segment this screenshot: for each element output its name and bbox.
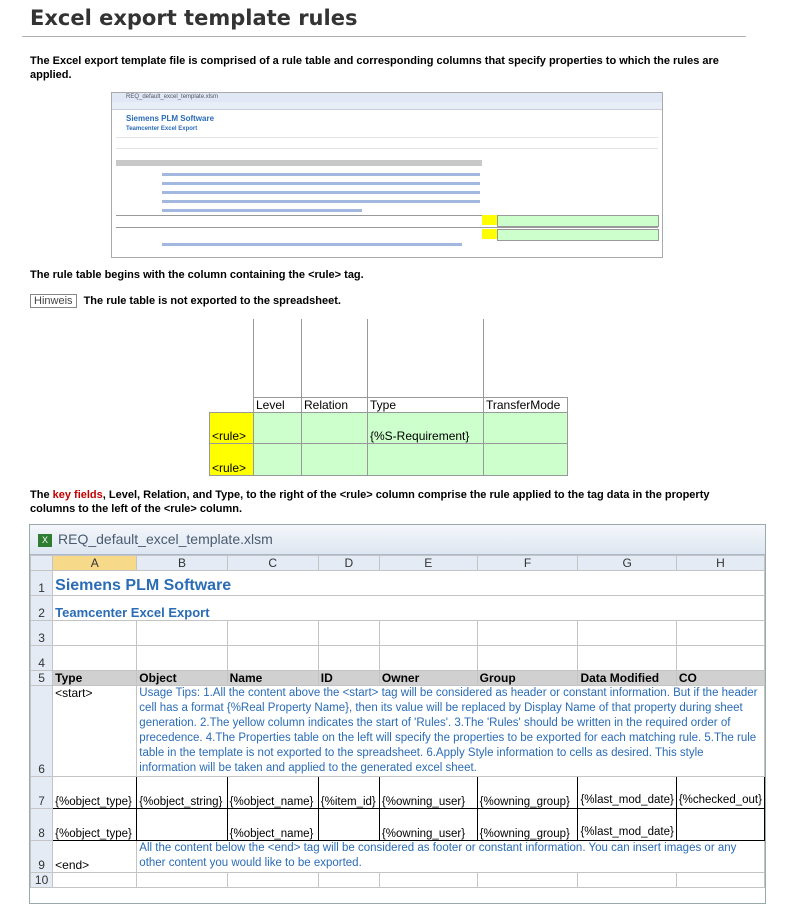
sheet-title-2: Teamcenter Excel Export <box>53 596 765 621</box>
header-cell-id: ID <box>318 671 379 686</box>
property-cell: {%object_type} <box>53 809 137 841</box>
row-number: 1 <box>31 571 53 596</box>
row-number: 5 <box>31 671 53 686</box>
usage-tips-cell: Usage Tips: 1.All the content above the <start> tag will be considered as header or constant information. But if the header cell has a format {%Real Property Name}, then its value will be replaced by Display Name of that property during sheet generation. 2.The yellow column indicates the start of 'Rules'. 3.The 'Rules' should be written in the required order of precedence. 4.The Properties table on the left will specify the properties to be exported for each matching rule. 5.The rule table in the template is not exported to the spreadsheet. 6.Apply Style information to cells as desired. This style information will be taken and applied to the generated excel sheet. <box>137 686 765 777</box>
sheet-row <box>31 777 765 809</box>
rule-header-level: Level <box>254 398 302 413</box>
sheet-row <box>31 809 765 841</box>
excel-file-icon: X <box>38 534 52 547</box>
row-number: 9 <box>31 841 53 873</box>
header-cell-name: Name <box>227 671 318 686</box>
thumbnail-title-2: Teamcenter Excel Export <box>126 126 198 132</box>
rule-level-cell <box>254 444 302 476</box>
column-header: A <box>53 556 137 571</box>
rule-tag-cell: <rule> <box>210 413 254 444</box>
rule-table <box>209 319 568 476</box>
spreadsheet-filename: REQ_default_excel_template.xlsm <box>58 531 273 547</box>
rule-mode-cell <box>484 413 568 444</box>
property-cell: {%owning_group} <box>477 809 578 841</box>
thumbnail-rule-row <box>497 215 659 227</box>
rule-type-cell <box>368 444 484 476</box>
header-cell-type: Type <box>53 671 137 686</box>
thumbnail-gridline <box>116 227 658 228</box>
column-header-row <box>31 556 765 571</box>
thumbnail-titlebar: REQ_default_excel_template.xlsm <box>112 93 662 102</box>
row-number: 4 <box>31 646 53 671</box>
page-title: Excel export template rules <box>30 6 358 30</box>
property-cell <box>676 809 764 841</box>
rule-level-cell <box>254 413 302 444</box>
thumbnail-text-line <box>162 173 480 176</box>
intro-paragraph: The Excel export template file is comprised of a rule table and corresponding columns that specify properties to which the rules are applied. <box>30 55 719 81</box>
header-cell-group: Group <box>477 671 578 686</box>
thumbnail-text-line <box>162 209 362 212</box>
hint-text: The rule table is not exported to the spreadsheet. <box>83 295 341 307</box>
sheet-row <box>31 873 765 888</box>
column-header: F <box>477 556 578 571</box>
header-cell-object: Object <box>137 671 227 686</box>
rule-header-transfermode: TransferMode <box>484 398 568 413</box>
column-header: H <box>676 556 764 571</box>
sheet-row <box>31 646 765 671</box>
thumbnail-column-header <box>112 102 662 110</box>
thumbnail-rule-cell <box>482 229 497 239</box>
thumbnail-gridline <box>116 137 658 138</box>
sheet-title-1: Siemens PLM Software <box>53 571 765 596</box>
property-cell <box>318 809 379 841</box>
key-fields-post: , Level, Relation, and Type, to the right of the <rule> column comprise the rule applied to the tag data in the property columns to the left of the <rule> column. <box>30 489 710 515</box>
row-number: 10 <box>31 873 53 888</box>
sheet-row <box>31 571 765 596</box>
header-cell-co: CO <box>676 671 764 686</box>
property-cell: {%owning_user} <box>379 777 477 809</box>
column-header: C <box>227 556 318 571</box>
rule-table-spacer <box>210 319 568 398</box>
template-thumbnail <box>111 92 663 258</box>
rule-start-paragraph: The rule table begins with the column containing the <rule> tag. <box>30 269 364 281</box>
rule-relation-cell <box>302 444 368 476</box>
sheet-row <box>31 621 765 646</box>
spreadsheet-grid <box>30 555 765 888</box>
spreadsheet-titlebar <box>30 525 765 555</box>
corner-cell <box>31 556 53 571</box>
hint-note <box>30 294 750 308</box>
column-header: B <box>137 556 227 571</box>
rule-mode-cell <box>484 444 568 476</box>
rule-type-cell: {%S-Requirement} <box>368 413 484 444</box>
header-cell-owner: Owner <box>379 671 477 686</box>
thumbnail-text-line <box>162 182 480 185</box>
key-fields-paragraph <box>30 488 750 516</box>
thumbnail-rule-cell <box>482 215 497 225</box>
hint-label: Hinweis <box>30 294 77 308</box>
rule-row <box>210 444 568 476</box>
property-cell <box>137 809 227 841</box>
sheet-row <box>31 841 765 873</box>
rule-header-relation: Relation <box>302 398 368 413</box>
property-cell: {%object_name} <box>227 809 318 841</box>
column-header: E <box>379 556 477 571</box>
column-header: D <box>318 556 379 571</box>
property-cell: {%item_id} <box>318 777 379 809</box>
property-cell: {%last_mod_date} <box>578 809 676 841</box>
property-cell: {%object_string} <box>137 777 227 809</box>
property-cell: {%owning_group} <box>477 777 578 809</box>
footer-text-cell: All the content below the <end> tag will be considered as footer or constant information. You can insert images or any other content you would like to be exported. <box>137 841 765 873</box>
thumbnail-rule-row <box>497 229 659 241</box>
property-cell: {%checked_out} <box>676 777 764 809</box>
row-number: 8 <box>31 809 53 841</box>
thumbnail-gridline <box>116 148 658 149</box>
header-cell-data-modified: Data Modified <box>578 671 676 686</box>
property-cell: {%owning_user} <box>379 809 477 841</box>
thumbnail-text-line <box>162 243 462 246</box>
row-number: 2 <box>31 596 53 621</box>
thumbnail-text-line <box>162 191 480 194</box>
end-tag-cell: <end> <box>53 841 137 873</box>
row-number: 3 <box>31 621 53 646</box>
sheet-header-row <box>31 671 765 686</box>
column-header: G <box>578 556 676 571</box>
key-fields-highlight: key fields <box>52 489 103 501</box>
rule-header-type: Type <box>368 398 484 413</box>
thumbnail-header-row <box>116 160 482 166</box>
row-number: 7 <box>31 777 53 809</box>
rule-relation-cell <box>302 413 368 444</box>
rule-tag-cell: <rule> <box>210 444 254 476</box>
thumbnail-text-line <box>162 200 480 203</box>
rule-table-header <box>210 398 568 413</box>
sheet-row <box>31 686 765 777</box>
title-divider <box>22 36 746 37</box>
rule-row <box>210 413 568 444</box>
key-fields-pre: The <box>30 489 53 501</box>
property-cell: {%last_mod_date} <box>578 777 676 809</box>
spreadsheet-screenshot <box>29 524 766 904</box>
sheet-row <box>31 596 765 621</box>
row-number: 6 <box>31 686 53 777</box>
thumbnail-title-1: Siemens PLM Software <box>126 114 215 123</box>
property-cell: {%object_name} <box>227 777 318 809</box>
start-tag-cell: <start> <box>53 686 137 777</box>
property-cell: {%object_type} <box>53 777 137 809</box>
